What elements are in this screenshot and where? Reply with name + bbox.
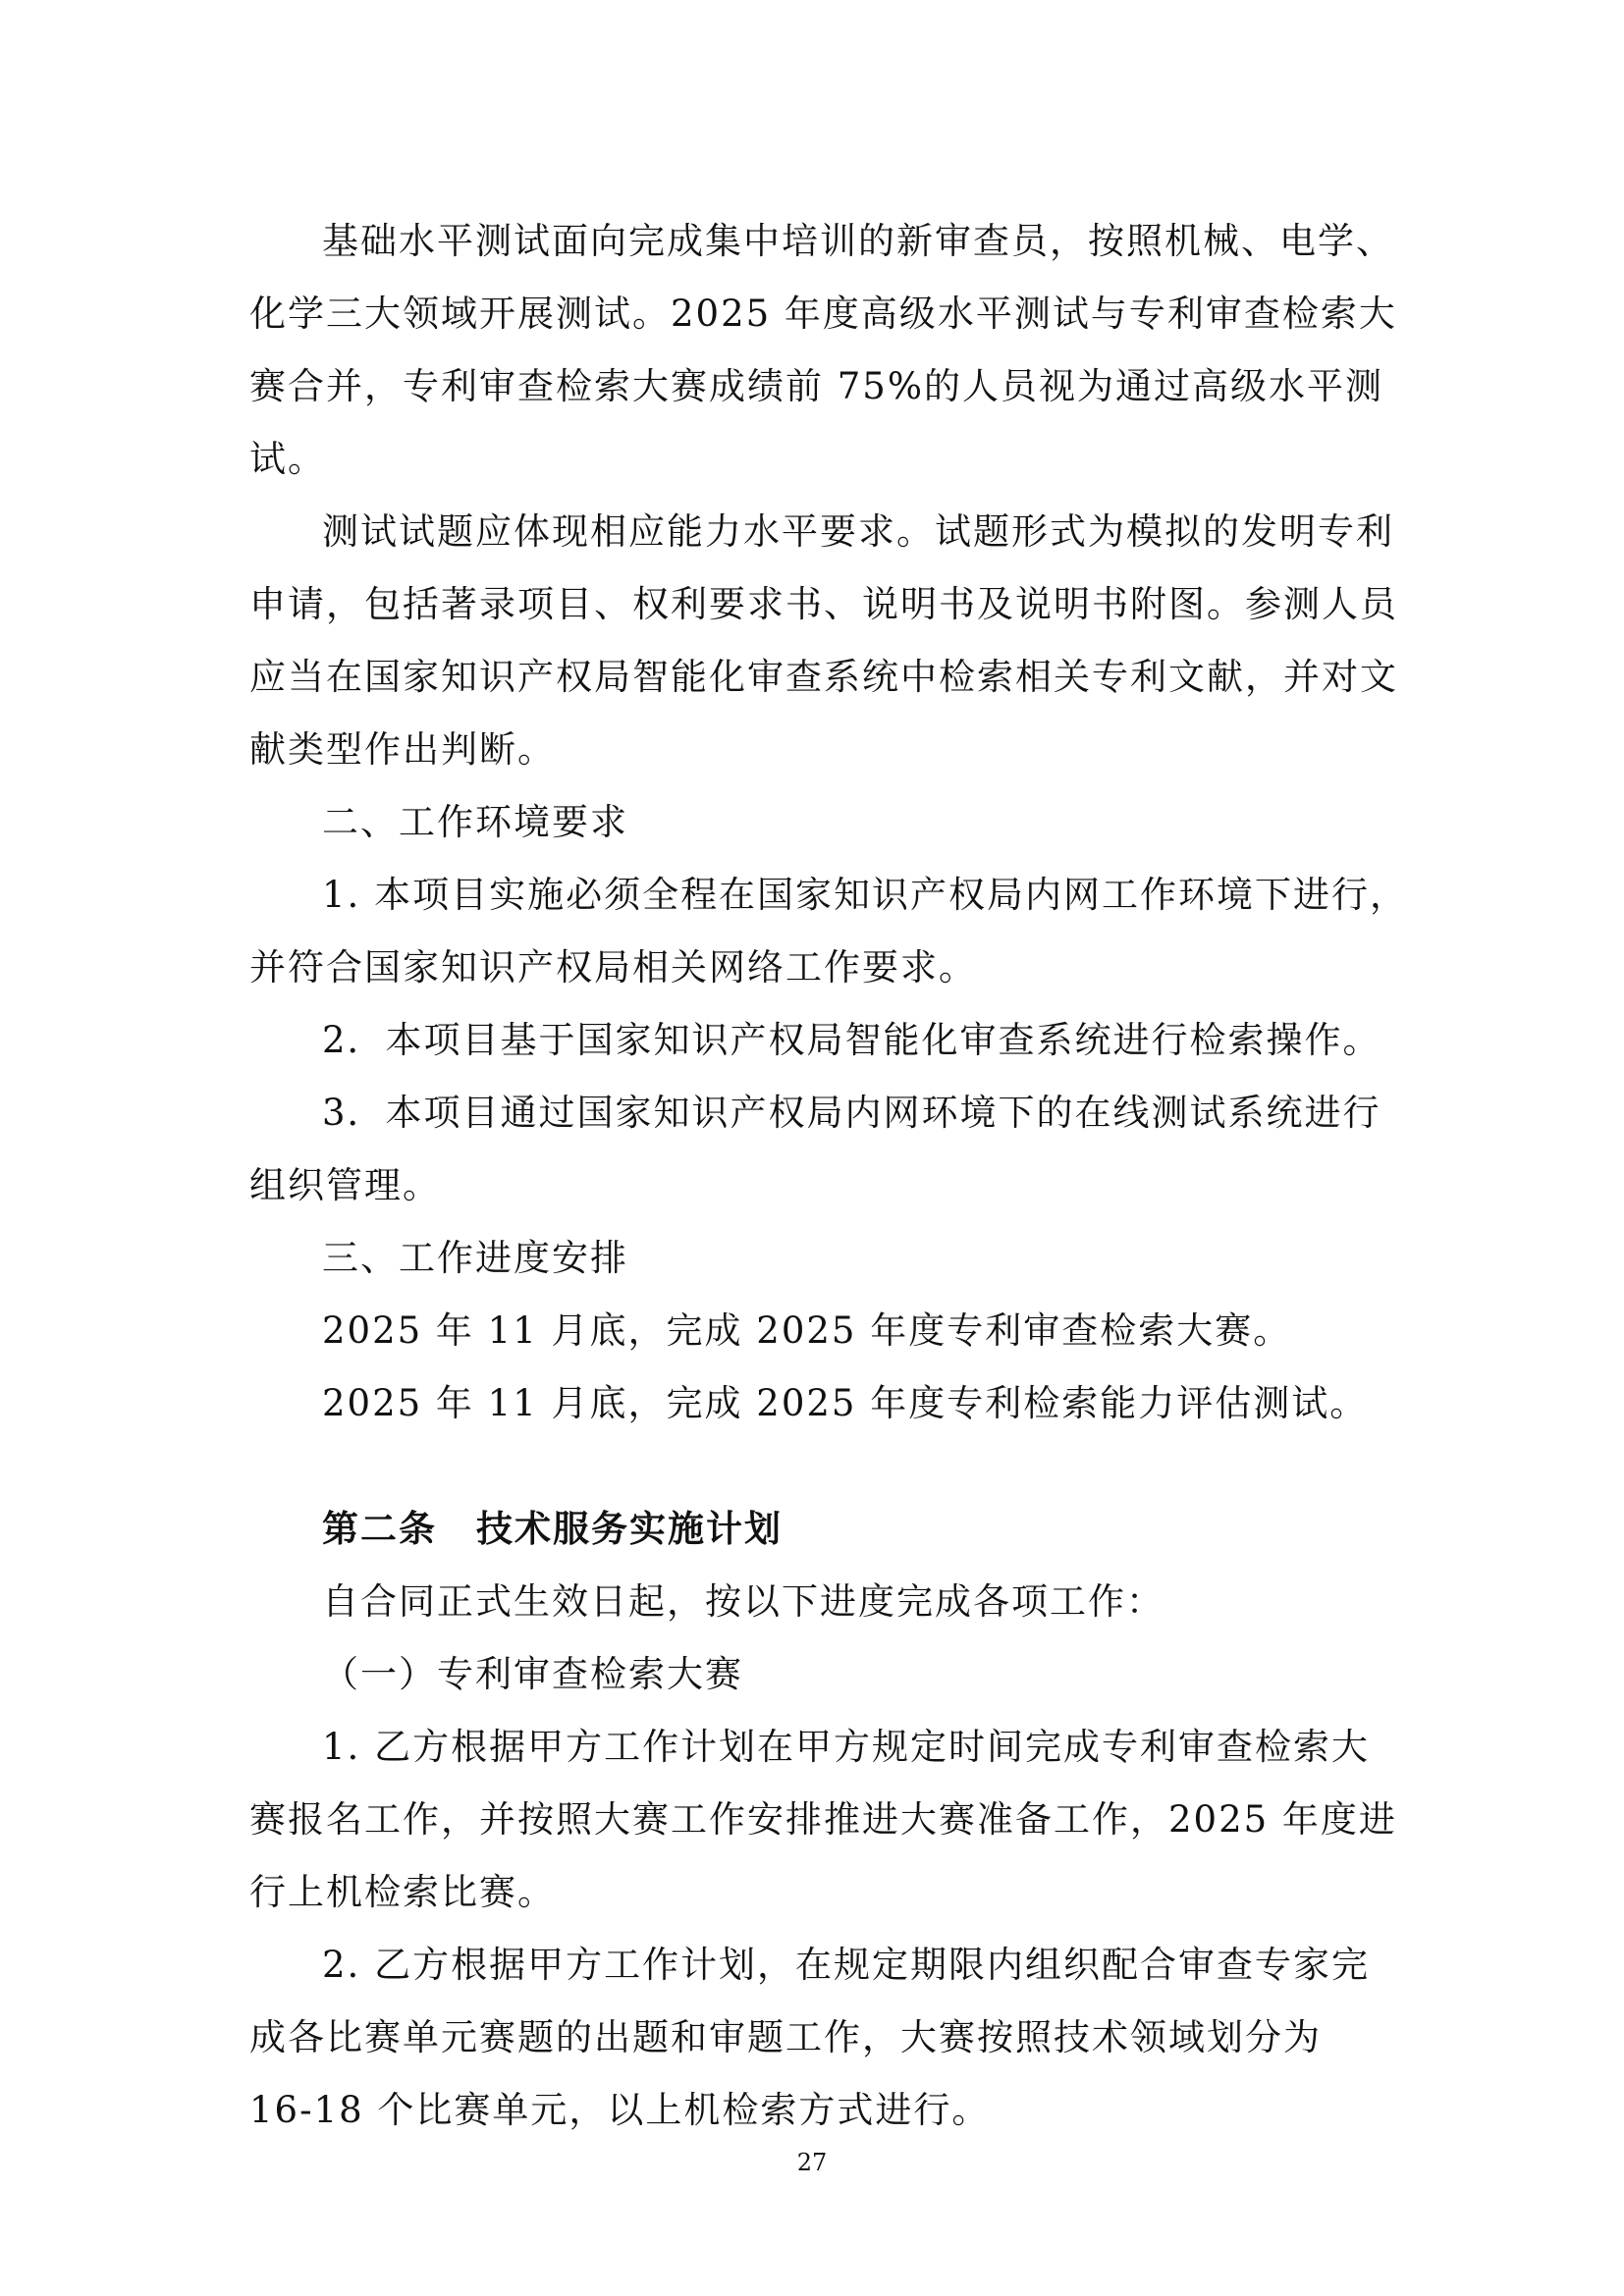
list-item-line: 赛报名工作，并按照大赛工作安排推进大赛准备工作，2025 年度进 xyxy=(249,1798,1397,1841)
paragraph-line: 申请，包括著录项目、权利要求书、说明书及说明书附图。参测人员 xyxy=(249,583,1398,625)
paragraph-line: 献类型作出判断。 xyxy=(249,728,556,771)
sub-heading: （一）专利审查检索大赛 xyxy=(322,1653,743,1695)
list-item-line: 2. 乙方根据甲方工作计划，在规定期限内组织配合审查专家完 xyxy=(322,1944,1371,1986)
paragraph-line: 试。 xyxy=(249,438,326,480)
list-item-line: 1. 乙方根据甲方工作计划在甲方规定时间完成专利审查检索大 xyxy=(322,1726,1371,1768)
paragraph-line: 测试试题应体现相应能力水平要求。试题形式为模拟的发明专利 xyxy=(322,510,1394,553)
paragraph-line: 赛合并，专利审查检索大赛成绩前 75%的人员视为通过高级水平测 xyxy=(249,365,1383,407)
list-item-line: 并符合国家知识产权局相关网络工作要求。 xyxy=(249,946,977,988)
paragraph-line: 应当在国家知识产权局智能化审查系统中检索相关专利文献，并对文 xyxy=(249,656,1398,698)
list-item-line: 16-18 个比赛单元，以上机检索方式进行。 xyxy=(249,2089,991,2131)
list-item-line: 3．本项目通过国家知识产权局内网环境下的在线测试系统进行 xyxy=(322,1092,1381,1134)
list-item-line: 行上机检索比赛。 xyxy=(249,1871,556,1913)
list-item-line: 1. 本项目实施必须全程在国家知识产权局内网工作环境下进行， xyxy=(322,874,1409,916)
list-item-line: 2．本项目基于国家知识产权局智能化审查系统进行检索操作。 xyxy=(322,1019,1381,1061)
page-number: 27 xyxy=(796,2149,828,2176)
article-number: 第二条 xyxy=(322,1508,437,1550)
article-heading xyxy=(322,1506,783,1553)
section-heading: 二、工作环境要求 xyxy=(322,801,628,843)
schedule-line: 2025 年 11 月底，完成 2025 年度专利审查检索大赛。 xyxy=(322,1309,1292,1352)
list-item-line: 组织管理。 xyxy=(249,1164,441,1206)
section-heading: 三、工作进度安排 xyxy=(322,1237,628,1279)
schedule-line: 2025 年 11 月底，完成 2025 年度专利检索能力评估测试。 xyxy=(322,1382,1369,1424)
article-title: 技术服务实施计划 xyxy=(476,1508,783,1550)
paragraph-line: 基础水平测试面向完成集中培训的新审查员，按照机械、电学、 xyxy=(322,220,1394,262)
paragraph-line: 化学三大领域开展测试。2025 年度高级水平测试与专利审查检索大 xyxy=(249,293,1397,335)
paragraph-line: 自合同正式生效日起，按以下进度完成各项工作： xyxy=(322,1580,1164,1623)
list-item-line: 成各比赛单元赛题的出题和审题工作，大赛按照技术领域划分为 xyxy=(249,2016,1322,2058)
